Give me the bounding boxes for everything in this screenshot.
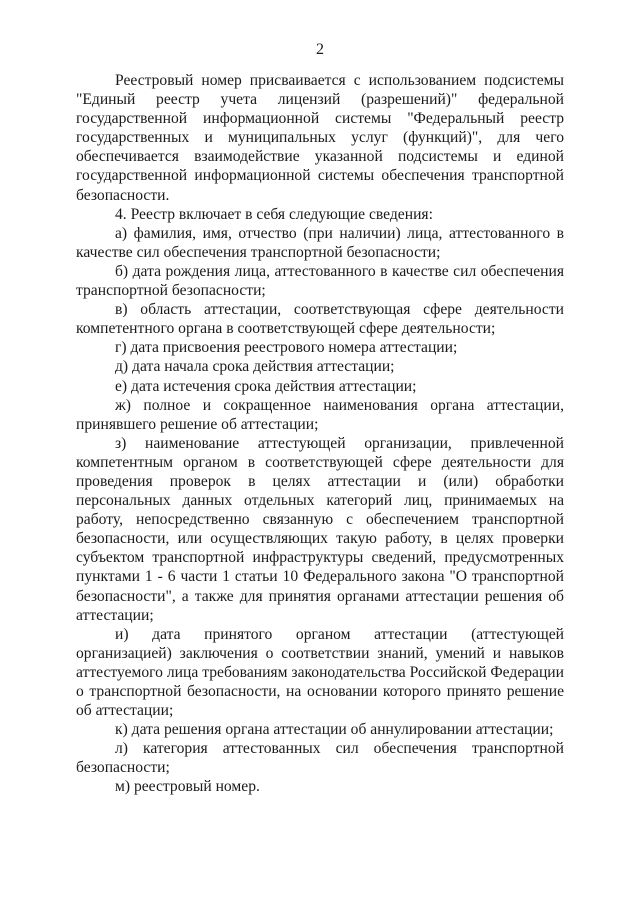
list-item-l: л) категория аттестованных сил обеспечения транспортной безопасности; [76, 740, 564, 777]
list-item-g: г) дата присвоения реестрового номера аттестации; [115, 339, 458, 357]
paragraph-registry-number-assignment: Реестровый номер присваивается с использованием подсистемы "Единый реестр учета лицензий (разрешений)" федеральной государственной информационной системы "Федеральный реестр государственных и муниципальных услуг (функций)", для чего обеспечивается взаимодействие указанной подсистемы и единой государственной информационной системы обеспечения транспортной безопасности. [76, 72, 564, 204]
list-item-k: к) дата решения органа аттестации об аннулировании аттестации; [115, 721, 554, 739]
list-item-v: в) область аттестации, соответствующая сфере деятельности компетентного органа в соответствующей сфере деятельности; [76, 301, 564, 338]
list-item-m: м) реестровый номер. [115, 778, 260, 796]
list-item-d: д) дата начала срока действия аттестации; [115, 358, 395, 376]
list-item-b: б) дата рождения лица, аттестованного в качестве сил обеспечения транспортной безопасности; [76, 262, 564, 300]
list-item-a: а) фамилия, имя, отчество (при наличии) лица, аттестованного в качестве сил обеспечения транспортной безопасности; [76, 224, 564, 261]
list-item-z: з) наименование аттестующей организации, привлеченной компетентным органом в соответствующей сфере деятельности для проведения проверок в целях аттестации и (или) обработки персональных данных отдельных категорий лиц, принимаемых на работу, непосредственно связанную с обеспечением транспортной безопасности, или осуществляющих такую работу, в целях проверки субъектом транспортной инфраструктуры сведений, предусмотренных пунктами 1 - 6 части 1 статьи 10 Федерального закона "О транспортной безопасности", а также для принятия органами аттестации решения об аттестации; [76, 434, 564, 624]
list-item-e: е) дата истечения срока действия аттестации; [115, 377, 417, 395]
document-body [76, 71, 564, 797]
paragraph-section-4-heading: 4. Реестр включает в себя следующие сведения: [115, 205, 433, 223]
page-number: 2 [316, 41, 324, 58]
list-item-i: и) дата принятого органом аттестации (аттестующей организацией) заключения о соответствии знаний, умений и навыков аттестуемого лица требованиям законодательства Российской Федерации о транспортной безопасности, на основании которого принято решение об аттестации; [76, 625, 564, 720]
list-item-zh: ж) полное и сокращенное наименования органа аттестации, принявшего решение об аттестации; [76, 396, 564, 433]
